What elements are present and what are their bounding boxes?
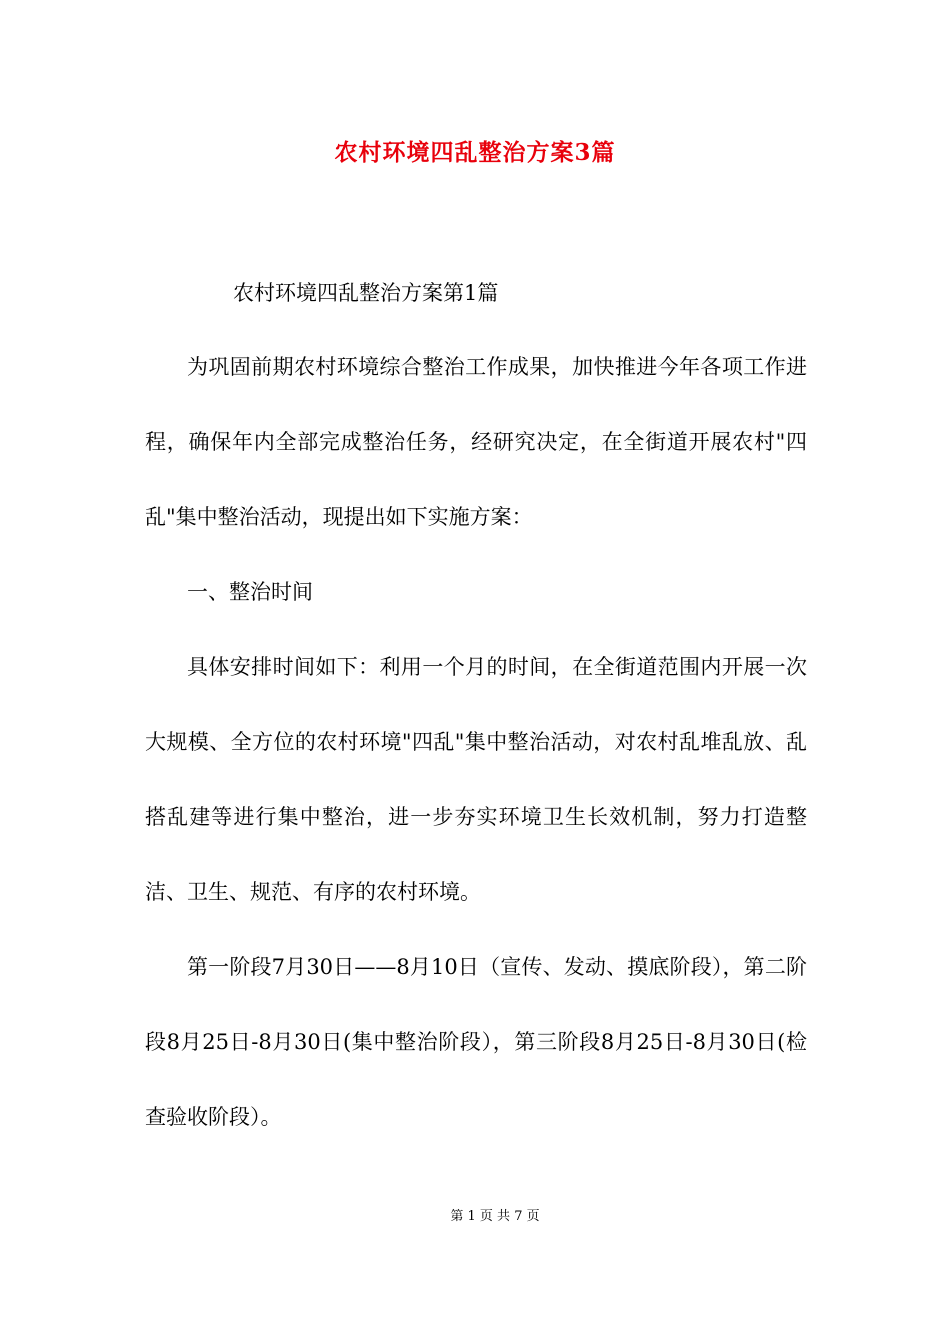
document-subtitle: 农村环境四乱整治方案第1篇 — [233, 281, 499, 305]
page-footer: 第 1 页 共 7 页 — [450, 1209, 540, 1224]
paragraph-schedule: 具体安排时间如下：利用一个月的时间，在全街道范围内开展一次大规模、全方位的农村环境"四乱"集中整治活动，对农村乱堆乱放、乱搭乱建等进行集中整治，进一步夯实环境卫生长效机制，努力打造整洁、卫生、规范、有序的农村环境。 — [145, 655, 807, 904]
document-body — [145, 330, 807, 1155]
document-title: 农村环境四乱整治方案3篇 — [334, 139, 616, 166]
paragraph-intro: 为巩固前期农村环境综合整治工作成果，加快推进今年各项工作进程，确保年内全部完成整治任务，经研究决定，在全街道开展农村"四乱"集中整治活动，现提出如下实施方案： — [145, 355, 807, 529]
paragraph-phases: 第一阶段7月30日——8月10日（宣传、发动、摸底阶段），第二阶段8月25日-8月30日(集中整治阶段），第三阶段8月25日-8月30日(检查验收阶段）。 — [145, 955, 807, 1129]
section-heading-time: 一、整治时间 — [187, 580, 313, 604]
